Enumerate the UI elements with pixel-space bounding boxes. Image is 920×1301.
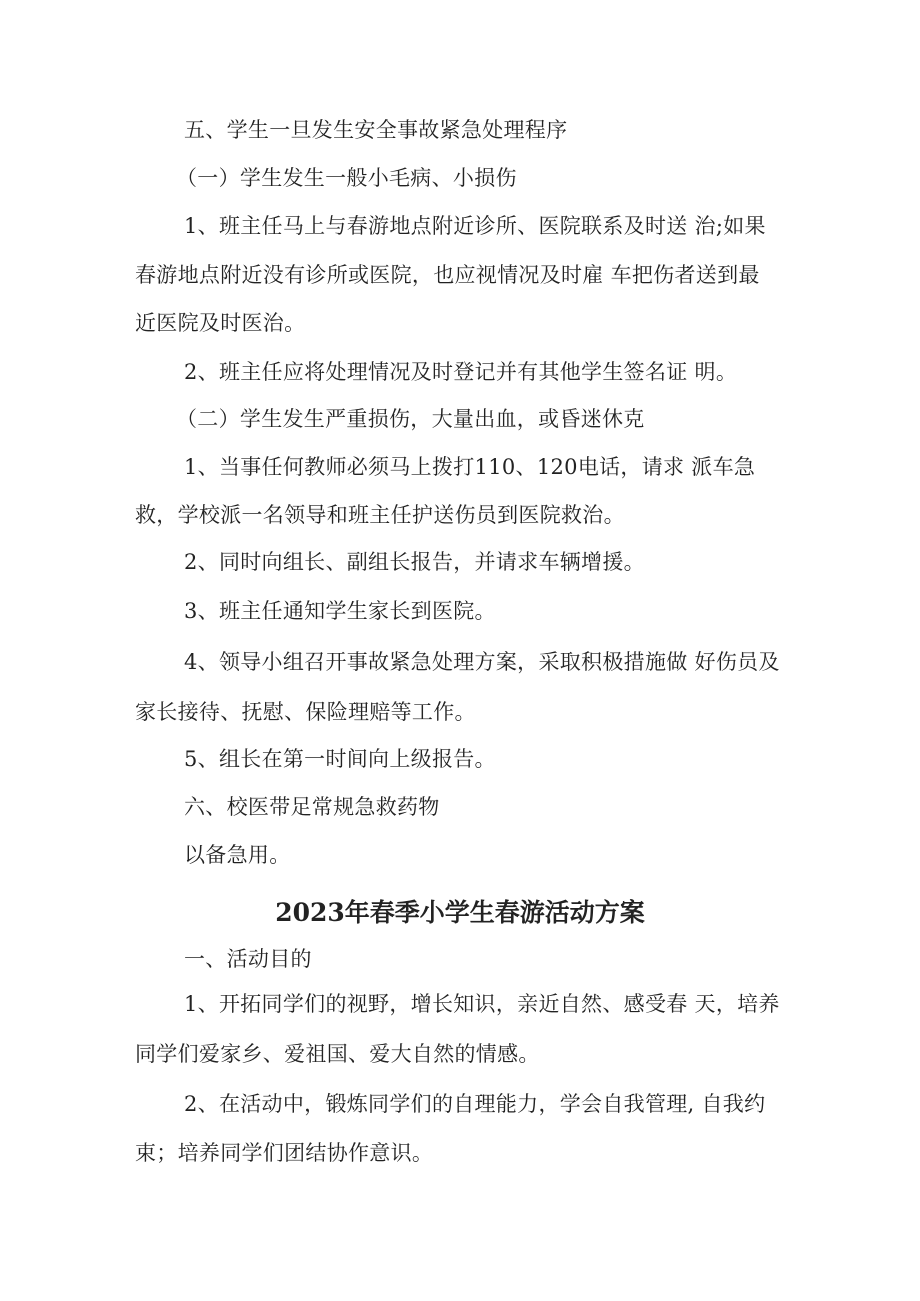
sub2-item4-line2: 家长接待、抚慰、保险理赔等工作。 [135,700,476,724]
purpose-item1-line2: 同学们爱家乡、爱祖国、爱大自然的情感。 [135,1042,540,1066]
sub1-item1-line3: 近医院及时医治。 [135,311,306,335]
sub2-heading: （二）学生发生严重损伤，大量出血，或昏迷休克 [176,407,645,431]
sub1-item1-line2: 春游地点附近没有诊所或医院，也应视情况及时雇 车把伤者送到最 [135,263,760,287]
section6-cont: 以备急用。 [184,843,291,867]
sub1-item1-line1: 1、班主任马上与春游地点附近诊所、医院联系及时送 治;如果 [184,214,766,238]
sub2-item3: 3、班主任通知学生家长到医院。 [184,599,496,623]
plan-title: 2023年春季小学生春游活动方案 [275,898,645,927]
section5-heading: 五、学生一旦发生安全事故紧急处理程序 [184,118,568,142]
sub2-item2: 2、同时向组长、副组长报告，并请求车辆增援。 [184,550,645,574]
sub2-item4-line1: 4、领导小组召开事故紧急处理方案，采取积极措施做 好伤员及 [184,650,780,674]
purpose-heading: 一、活动目的 [184,947,312,971]
purpose-item2-line1: 2、在活动中，锻炼同学们的自理能力，学会自我管理, 自我约 [184,1092,766,1116]
section6-heading: 六、校医带足常规急救药物 [184,795,440,819]
sub1-heading: （一）学生发生一般小毛病、小损伤 [176,166,517,190]
sub2-item5: 5、组长在第一时间向上级报告。 [184,747,496,771]
purpose-item2-line2: 束；培养同学们团结协作意识。 [135,1141,434,1165]
sub2-item1-line1: 1、当事任何教师必须马上拨打110、120电话，请求 派车急 [184,455,756,479]
purpose-item1-line1: 1、开拓同学们的视野，增长知识，亲近自然、感受春 天，培养 [184,992,780,1016]
sub1-item2: 2、班主任应将处理情况及时登记并有其他学生签名证 明。 [184,360,738,384]
sub2-item1-line2: 救，学校派一名领导和班主任护送伤员到医院救治。 [135,503,625,527]
